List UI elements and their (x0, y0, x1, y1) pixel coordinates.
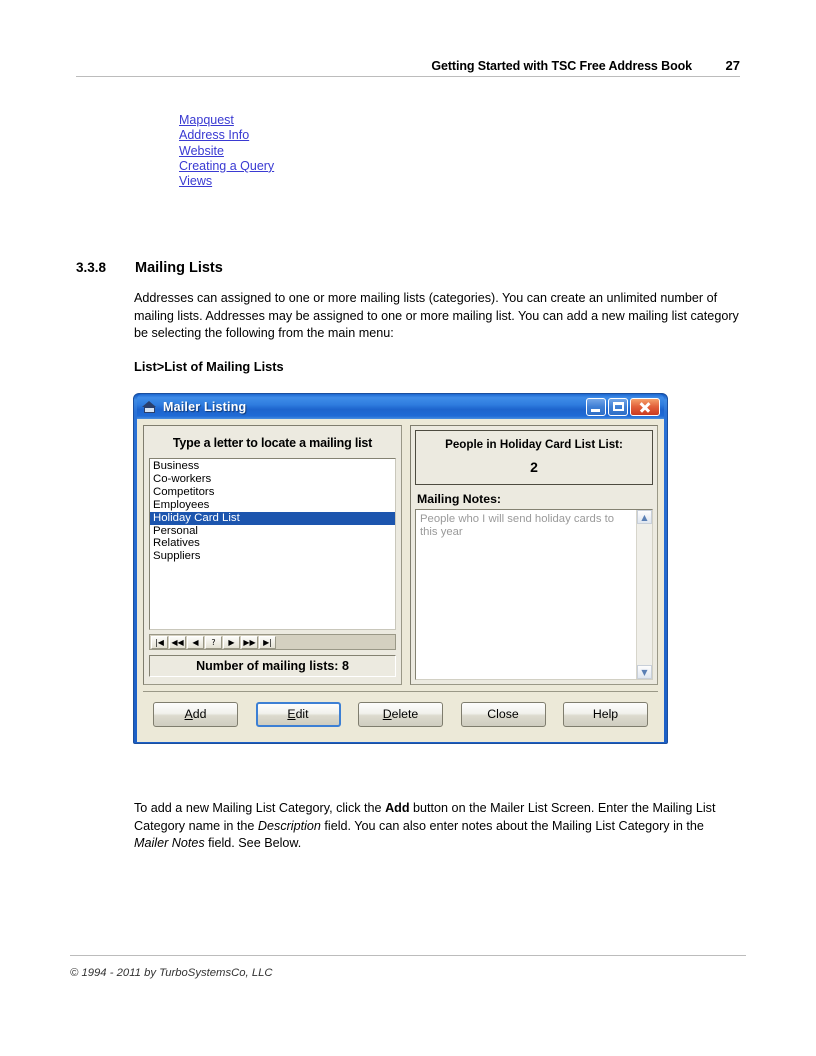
window-title: Mailer Listing (163, 399, 247, 414)
details-panel (410, 425, 658, 685)
delete-button-label: elete (391, 707, 419, 721)
page-header (76, 58, 740, 86)
section-number: 3.3.8 (76, 260, 107, 275)
last-record-button[interactable]: ▶| (259, 636, 276, 649)
mailer-listing-window (133, 393, 668, 744)
search-button[interactable]: ? (205, 636, 222, 649)
link-address-info[interactable]: Address Info (179, 128, 250, 143)
header-divider (76, 76, 740, 77)
section-heading (76, 260, 740, 276)
record-navigator (149, 634, 396, 650)
maximize-icon[interactable] (608, 398, 628, 416)
close-button-label: Close (487, 707, 519, 721)
mailing-list-listbox[interactable] (149, 458, 396, 630)
edit-button-accel: E (287, 707, 296, 721)
list-item[interactable]: Suppliers (153, 550, 201, 563)
section-title: Mailing Lists (135, 260, 223, 276)
instructions-part3: field. You can also enter notes about the Mailing List Category in the (320, 818, 704, 833)
menu-path-text: List>List of Mailing Lists (134, 359, 284, 374)
instructions-bold-add: Add (385, 801, 410, 815)
add-button-label: dd (192, 707, 207, 721)
page-number: 27 (725, 58, 740, 73)
instructions-italic-description: Description (257, 818, 321, 833)
edit-button[interactable] (256, 702, 341, 727)
people-count-box (415, 430, 653, 485)
mailing-notes-box[interactable] (415, 509, 653, 680)
close-button[interactable] (461, 702, 546, 727)
page-title: Getting Started with TSC Free Address Book (431, 59, 692, 73)
edit-button-label: dit (295, 707, 309, 721)
scroll-down-icon[interactable]: ▼ (637, 665, 652, 679)
window-buttons (586, 398, 662, 416)
link-creating-a-query[interactable]: Creating a Query (179, 158, 275, 173)
instructions-part1: To add a new Mailing List Category, click the (134, 801, 386, 815)
minimize-icon[interactable] (586, 398, 606, 416)
instructions-part2: button on the Mailer List Screen. Enter the Mailing List Category name in the (134, 801, 716, 833)
prev-page-button[interactable]: ◀◀ (169, 636, 186, 649)
prev-record-button[interactable]: ◀ (187, 636, 204, 649)
delete-button[interactable] (358, 702, 443, 727)
delete-button-accel: D (382, 707, 392, 721)
list-item[interactable]: Co-workers (153, 472, 212, 485)
copyright-text: © 1994 - 2011 by TurboSystemsCo, LLC (70, 967, 273, 979)
help-button-label: Help (592, 707, 619, 721)
first-record-button[interactable]: |◀ (151, 636, 168, 649)
list-item[interactable]: Competitors (153, 485, 215, 498)
list-item[interactable]: Personal (153, 524, 198, 537)
dialog-button-bar (143, 691, 658, 736)
notes-scrollbar[interactable] (636, 510, 652, 679)
list-item[interactable]: Business (153, 460, 200, 472)
people-count-label: People in Holiday Card List List: (445, 438, 623, 451)
home-icon (141, 399, 158, 415)
help-button[interactable] (563, 702, 648, 727)
mailing-list-count-bar: Number of mailing lists: 8 (149, 655, 396, 677)
next-record-button[interactable]: ▶ (223, 636, 240, 649)
close-icon[interactable] (630, 398, 660, 416)
mailing-notes-label: Mailing Notes: (417, 492, 502, 506)
section-intro-paragraph: Addresses can assigned to one or more mailing lists (categories). You can create an unlimited number of mailing lists. Addresses may be assigned to one or more mailing list. You can add a new mailing list category be selecting the following from the main menu: (134, 291, 739, 341)
mailing-notes-text[interactable]: People who I will send holiday cards to this year (420, 513, 615, 539)
related-links-list (179, 113, 499, 189)
mailing-list-panel (143, 425, 402, 685)
add-button[interactable] (153, 702, 238, 727)
list-item[interactable]: Relatives (153, 537, 200, 550)
dialog-client-area (137, 419, 664, 742)
page-footer (70, 955, 746, 979)
next-page-button[interactable]: ▶▶ (241, 636, 258, 649)
instructions-italic-mailer-notes: Mailer Notes (134, 836, 205, 851)
list-item-selected[interactable]: Holiday Card List (150, 512, 395, 525)
people-count-value: 2 (530, 459, 538, 475)
instructions-part4: field. See Below. (204, 836, 302, 851)
header-row (76, 58, 740, 76)
footer-divider (70, 955, 746, 956)
link-views[interactable]: Views (179, 174, 213, 189)
list-caption: Type a letter to locate a mailing list (172, 436, 373, 450)
dialog-panels (143, 425, 658, 685)
window-titlebar[interactable] (137, 394, 664, 419)
link-mapquest[interactable]: Mapquest (179, 113, 234, 127)
instructions-paragraph (134, 800, 740, 853)
scroll-up-icon[interactable]: ▲ (637, 510, 652, 524)
link-website[interactable]: Website (179, 143, 224, 158)
add-button-accel: A (184, 707, 193, 721)
list-item[interactable]: Employees (153, 498, 210, 511)
